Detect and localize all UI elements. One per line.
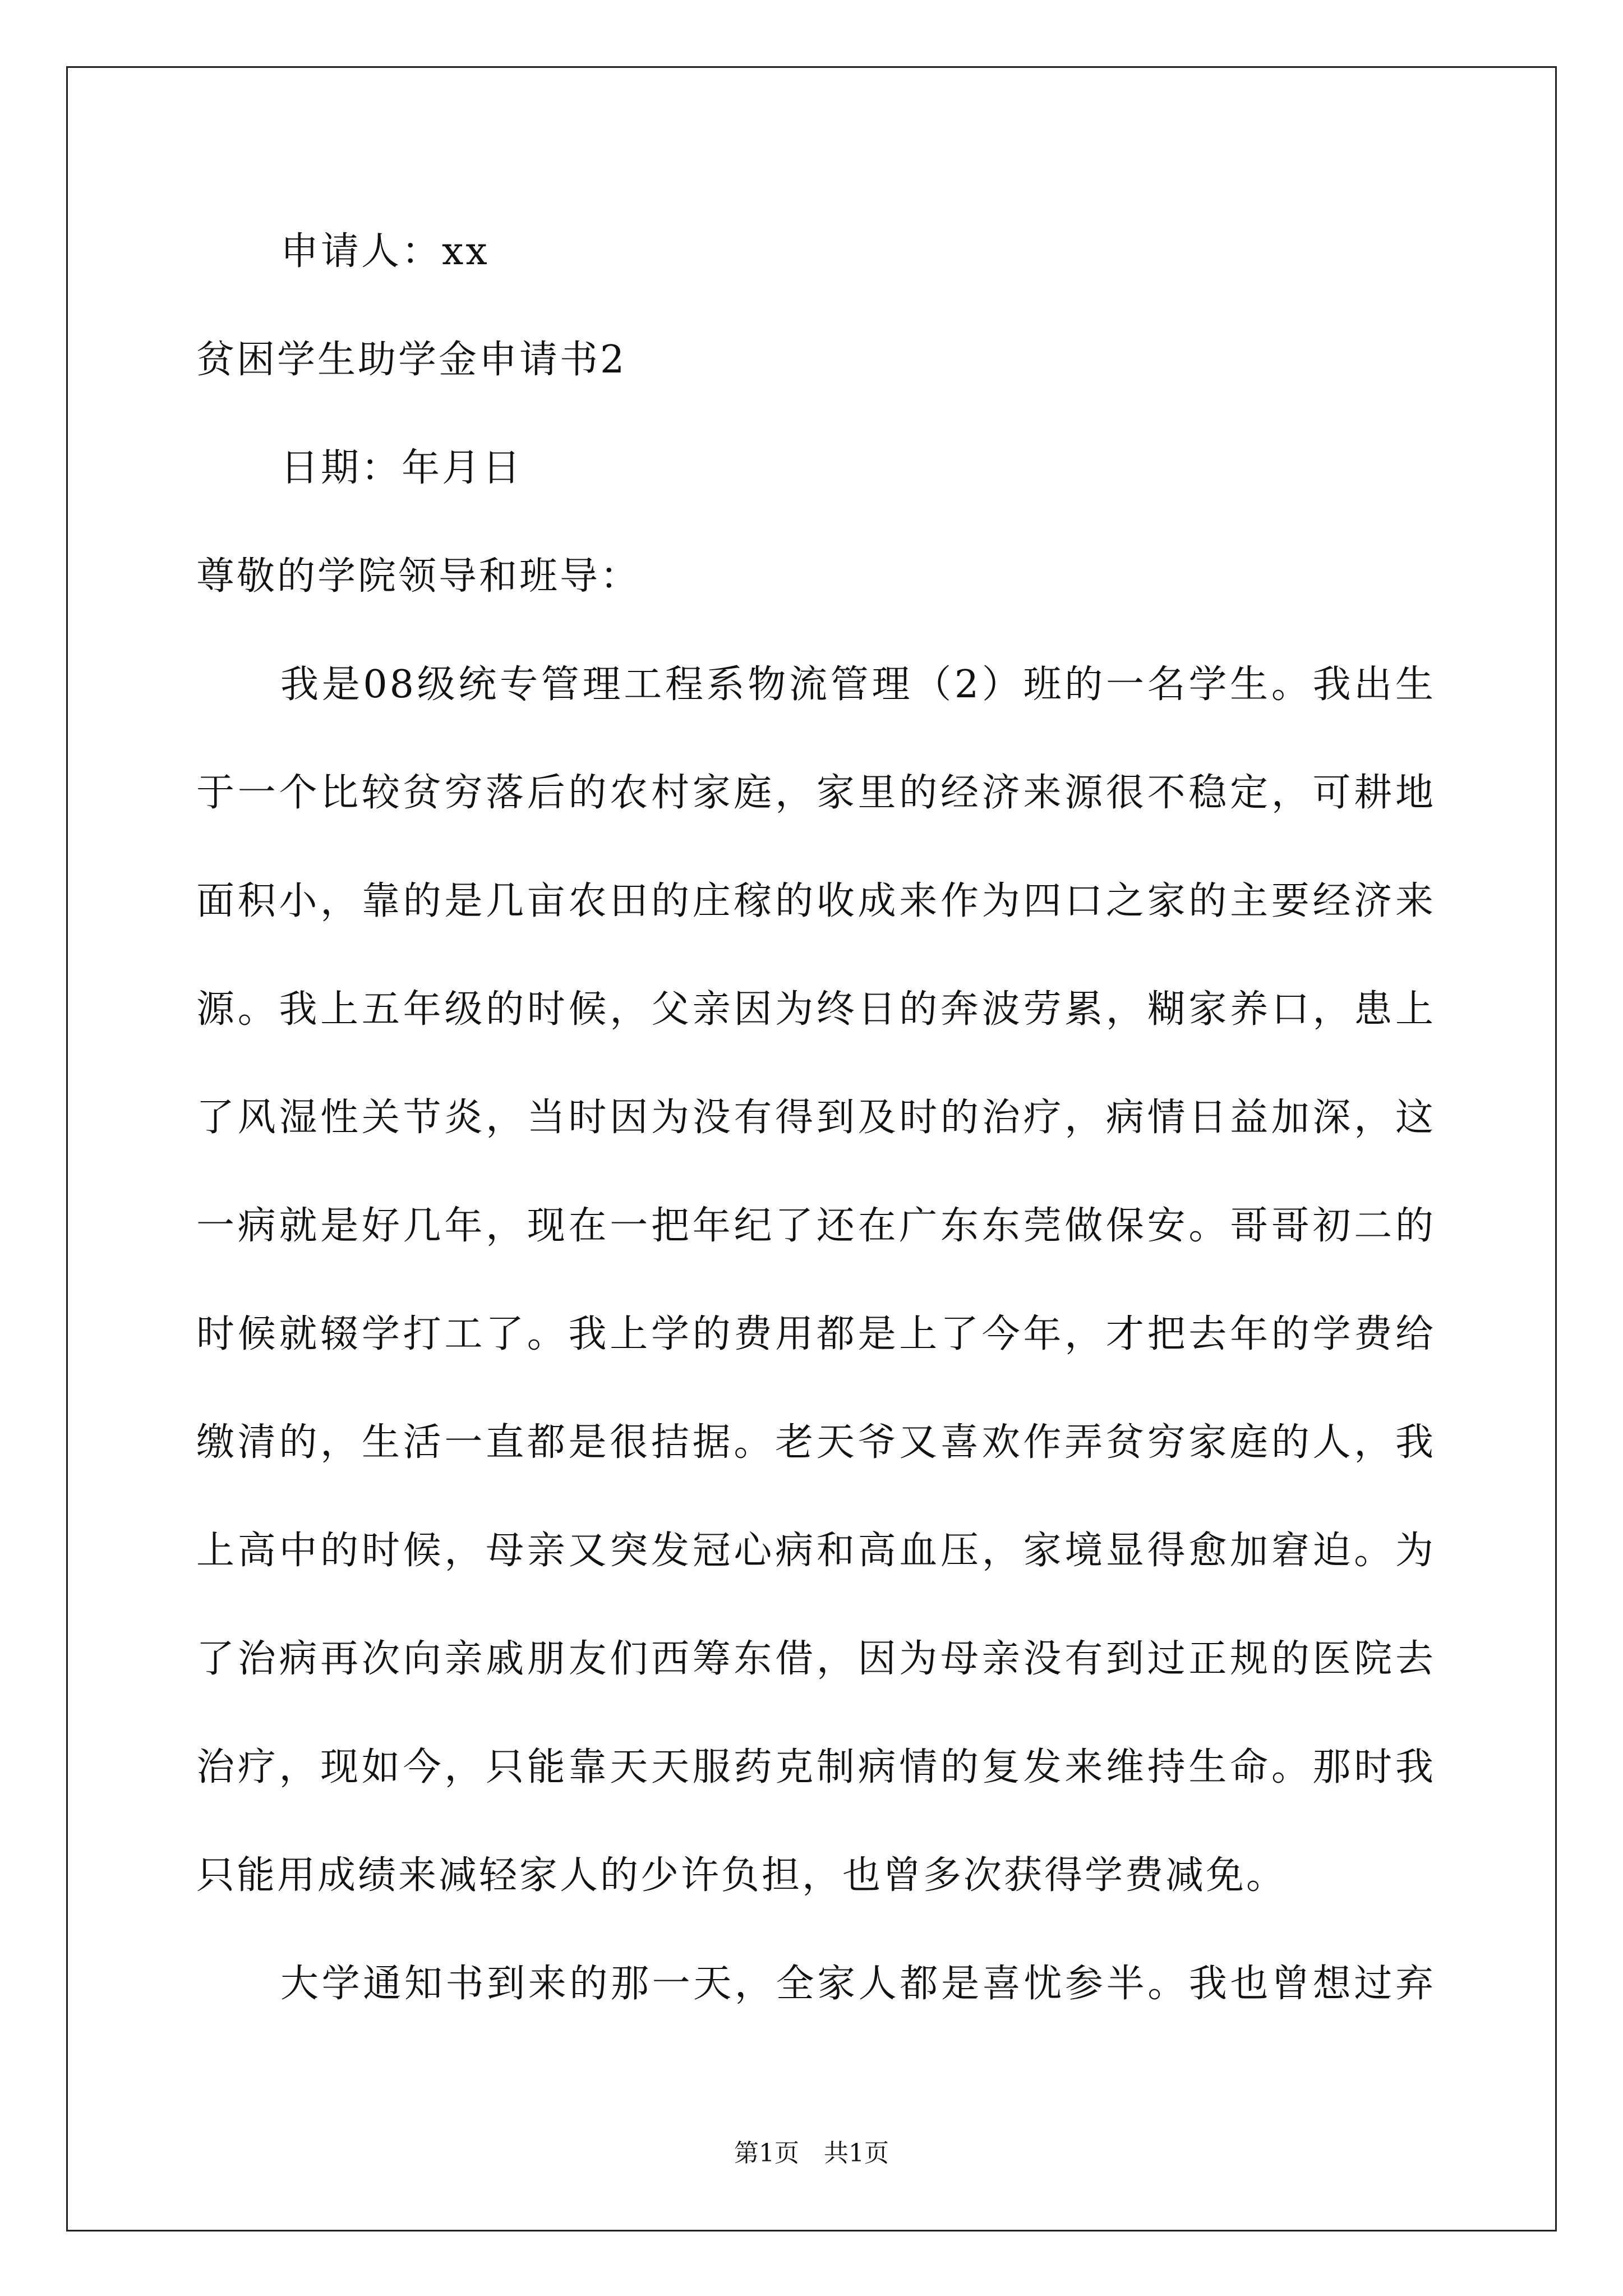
- paragraph-line: 时候就辍学打工了。我上学的费用都是上了今年，才把去年的学费给: [196, 1312, 1436, 1356]
- date-line: 日期：年月日: [280, 446, 523, 490]
- paragraph-line: 一病就是好几年，现在一把年纪了还在广东东莞做保安。哥哥初二的: [196, 1204, 1436, 1248]
- paragraph-line: 只能用成绩来减轻家人的少许负担，也曾多次获得学费减免。: [196, 1853, 1287, 1898]
- paragraph-line: 面积小，靠的是几亩农田的庄稼的收成来作为四口之家的主要经济来: [196, 879, 1436, 923]
- paragraph-line: 上高中的时候，母亲又突发冠心病和高血压，家境显得愈加窘迫。为: [196, 1529, 1436, 1573]
- paragraph-line: 了治病再次向亲戚朋友们西筹东借，因为母亲没有到过正规的医院去: [196, 1637, 1436, 1681]
- paragraph-line: 大学通知书到来的那一天，全家人都是喜忧参半。我也曾想过弃: [280, 1962, 1436, 2006]
- document-heading: 贫困学生助学金申请书2: [196, 338, 627, 382]
- applicant-line: 申请人：xx: [280, 229, 490, 274]
- paragraph-line: 源。我上五年级的时候，父亲因为终日的奔波劳累，糊家养口，患上: [196, 987, 1436, 1032]
- paragraph-line: 治疗，现如今，只能靠天天服药克制病情的复发来维持生命。那时我: [196, 1745, 1436, 1789]
- paragraph-line: 了风湿性关节炎，当时因为没有得到及时的治疗，病情日益加深，这: [196, 1096, 1436, 1140]
- paragraph-line: 缴清的，生活一直都是很拮据。老天爷又喜欢作弄贫穷家庭的人，我: [196, 1420, 1436, 1465]
- page-border: [66, 66, 1557, 2231]
- page-number-footer: 第1页 共1页: [734, 2139, 889, 2168]
- paragraph-line: 我是08级统专管理工程系物流管理（2）班的一名学生。我出生: [280, 662, 1436, 707]
- paragraph-line: 于一个比较贫穷落后的农村家庭，家里的经济来源很不稳定，可耕地: [196, 771, 1436, 815]
- salutation: 尊敬的学院领导和班导：: [196, 554, 641, 599]
